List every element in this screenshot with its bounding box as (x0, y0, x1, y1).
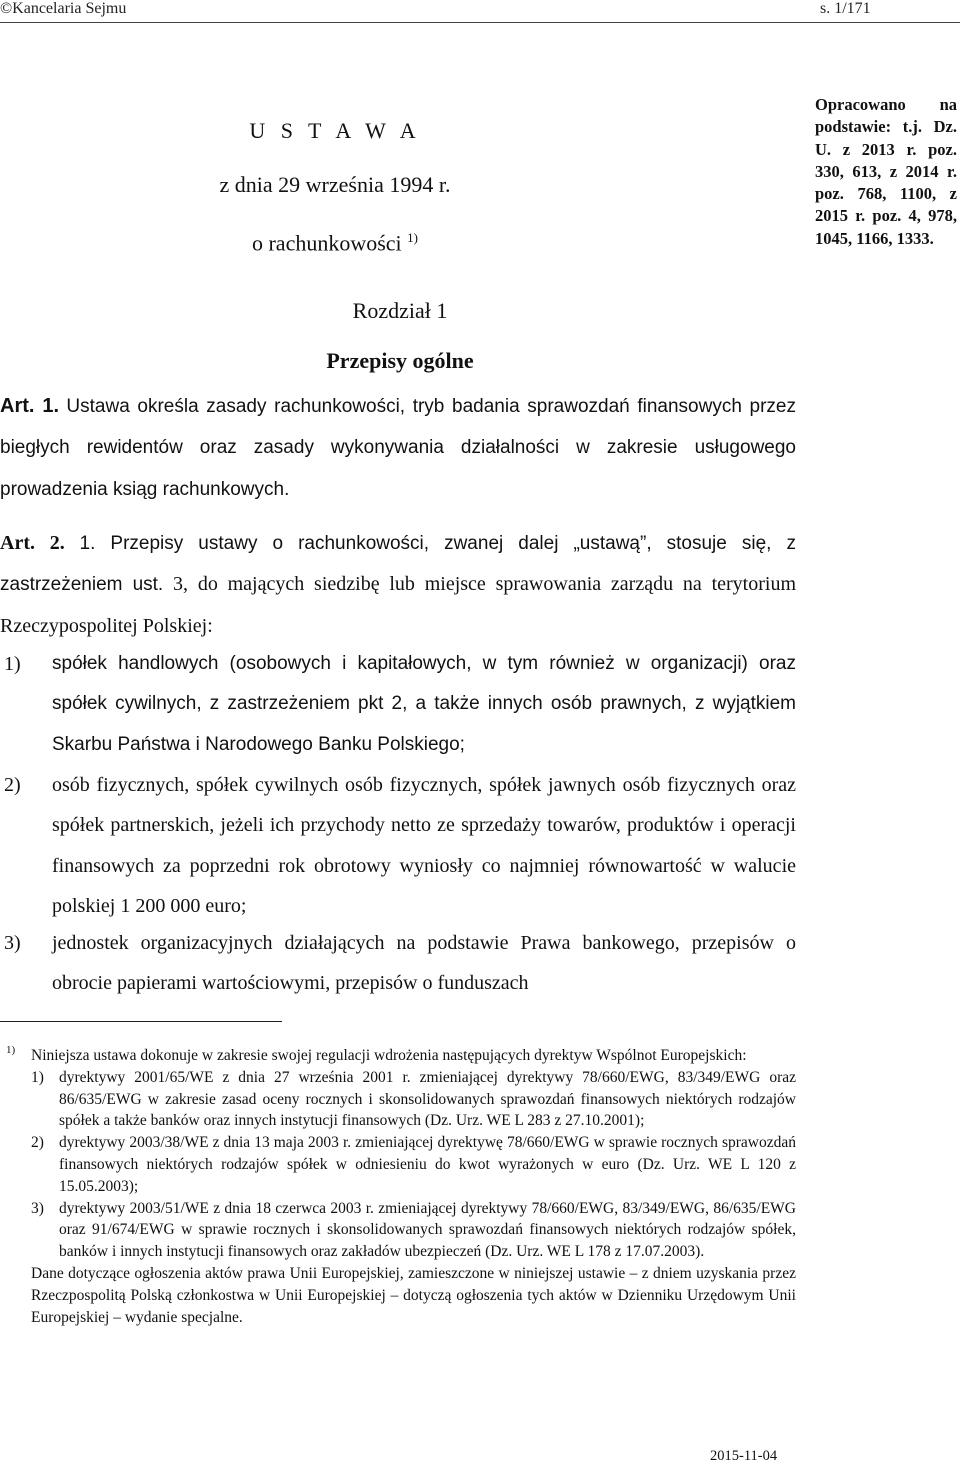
list-item-number: 2) (4, 774, 21, 796)
footnote-reference[interactable]: 1) (407, 230, 419, 245)
footnote-divider (0, 1021, 282, 1022)
act-title: U S T A W A (249, 118, 421, 143)
footnote-item-number: 3) (31, 1199, 44, 1217)
footnote-item (31, 1067, 796, 1132)
list-item-text: jednostek organizacyjnych działających na podstawie Prawa bankowego, przepisów o obrocie papierami wartościowymi, przepisów o funduszach (52, 932, 796, 995)
footnote-mark: 1) (6, 1044, 16, 1056)
article-1 (0, 386, 796, 510)
footer-date: 2015-11-04 (710, 1448, 778, 1464)
footnote-closing: Dane dotyczące ogłoszenia aktów prawa Unii Europejskiej, zamieszczone w niniejszej ustawie – z dniem uzyskania przez Rzeczpospolitą Polską członkostwa w Unii Europejskiej – dotyczą ogłoszenia tych aktów w Dzienniku Urzędowym Unii Europejskiej – wydanie specjalne. (31, 1264, 796, 1326)
header-divider (0, 22, 960, 23)
act-date: z dnia 29 września 1994 r. (219, 172, 451, 197)
list-item-text: osób fizycznych, spółek cywilnych osób fizycznych, spółek jawnych osób fizycznych oraz spółek partnerskich, jeżeli ich przychody netto ze sprzedaży towarów, produktów i operacji finansowych za poprzedni rok obrotowy wyniosły co najmniej równowartość w walucie polskiej 1 200 000 euro; (52, 774, 796, 917)
article-1-text: Ustawa określa zasady rachunkowości, tryb badania sprawozdań finansowych przez biegłych rewidentów oraz zasady wykonywania działalności w zakresie usługowego prowadzenia ksiąg rachunkowych. (0, 396, 797, 500)
footnote-item-text: dyrektywy 2003/38/WE z dnia 13 maja 2003 r. zmieniającej dyrektywę 78/660/EWG w sprawie rocznych sprawozdań finansowych niektórych rodzajów spółek w odniesieniu do kwot wyrażonych w euro (Dz. Urz. WE L 120 z 15.05.2003); (59, 1134, 796, 1195)
chapter-number: Rozdział 1 (352, 298, 448, 323)
act-title-block (150, 118, 520, 256)
list-item-number: 1) (4, 653, 21, 675)
list-item-text: spółek handlowych (osobowych i kapitałowych, w tym również w organizacji) oraz spółek cywilnych, z zastrzeżeniem pkt 2, a także innych osób prawnych, z wyjątkiem Skarbu Państwa i Narodowego Banku Polskiego; (52, 653, 796, 755)
article-2-intro-cont: 3, do mających siedzibę lub miejsce sprawowania zarządu na terytorium Rzeczypospolitej Polskiej: (0, 573, 797, 637)
footnote-item-number: 2) (31, 1134, 44, 1152)
list-item-number: 3) (4, 932, 21, 954)
footnote-intro: Niniejsza ustawa dokonuje w zakresie swojej regulacji wdrożenia następujących dyrektyw Wspólnot Europejskich: (31, 1047, 747, 1064)
article-1-label: Art. 1. (0, 395, 60, 417)
footnote-item-text: dyrektywy 2001/65/WE z dnia 27 września 2001 r. zmieniającej dyrektywy 78/660/EWG, 83/349/EWG oraz 86/635/EWG w zakresie zasad oceny rocznych i skonsolidowanych sprawozdań finansowych niektórych rodzajów spółek a także banków oraz innych instytucji finansowych (Dz. Urz. WE L 283 z 27.10.2001); (59, 1068, 796, 1130)
footnote (31, 1045, 796, 1328)
page-number: s. 1/171 (820, 0, 871, 17)
chapter-title: Przepisy ogólne (326, 348, 474, 373)
consolidation-note: Opracowano na podstawie: t.j. Dz. U. z 2013 r. poz. 330, 613, z 2014 r. poz. 768, 1100, z 2015 r. poz. 4, 978, 1045, 1166, 1333. (815, 95, 957, 248)
act-subject-text: o rachunkowości (251, 230, 402, 256)
act-subject (150, 230, 520, 256)
footnote-item (31, 1132, 796, 1197)
footnote-item (31, 1198, 796, 1263)
footnote-item-number: 1) (31, 1068, 44, 1086)
article-2 (0, 523, 796, 646)
article-2-intro: 1. Przepisy ustawy o rachunkowości, zwanej dalej „ustawą”, stosuje się, z zastrzeżeniem ust. (0, 533, 796, 596)
footnote-item-text: dyrektywy 2003/51/WE z dnia 18 czerwca 2003 r. zmieniającej dyrektywy 78/660/EWG, 83/349/EWG, 86/635/EWG oraz 91/674/EWG w sprawie rocznych i skonsolidowanych sprawozdań finansowych niektórych rodzajów spółek, banków i innych instytucji finansowych oraz zakładów ubezpieczeń (Dz. Urz. WE L 178 z 17.07.2003). (59, 1199, 796, 1261)
article-2-label: Art. 2. (0, 532, 65, 554)
header-source: ©Kancelaria Sejmu (0, 0, 127, 17)
